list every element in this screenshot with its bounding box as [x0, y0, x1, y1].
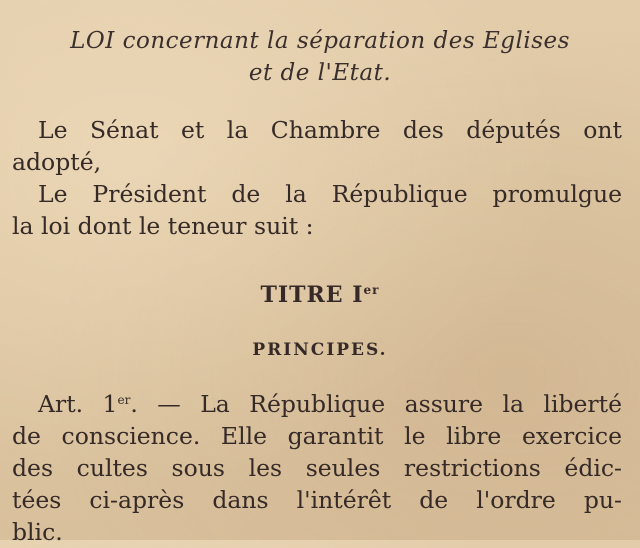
article-1-line-3: des cultes sous les seules restrictions édic- — [12, 454, 622, 482]
preamble-line-1: Le Sénat et la Chambre des députés ont — [38, 116, 622, 144]
article-1-label-suffix: er — [117, 393, 131, 407]
section-title-label: TITRE I — [260, 282, 364, 308]
preamble-line-2: adopté, — [12, 148, 102, 176]
section-subtitle: PRINCIPES. — [252, 340, 388, 360]
article-1-line-1-text: . — La République assure la liberté — [130, 390, 622, 418]
law-title-line-1: LOI concernant la séparation des Eglises — [70, 28, 570, 54]
preamble-paragraph — [12, 114, 622, 242]
article-1-line-5: blic. — [12, 518, 63, 546]
section-title-suffix: er — [363, 283, 380, 297]
law-title-line-2: et de l'Etat. — [248, 60, 392, 86]
article-1-line-2: de conscience. Elle garantit le libre exercice — [12, 422, 622, 450]
preamble-line-4: la loi dont le teneur suit : — [12, 212, 314, 240]
section-title — [0, 282, 640, 308]
preamble-line-3: Le Président de la République promulgue — [38, 180, 622, 208]
article-1-line-1 — [12, 384, 622, 420]
article-1-label: Art. 1 — [38, 390, 118, 418]
article-1-line-4: tées ci-après dans l'intérêt de l'ordre pu- — [12, 486, 622, 514]
article-1-paragraph — [12, 384, 622, 548]
